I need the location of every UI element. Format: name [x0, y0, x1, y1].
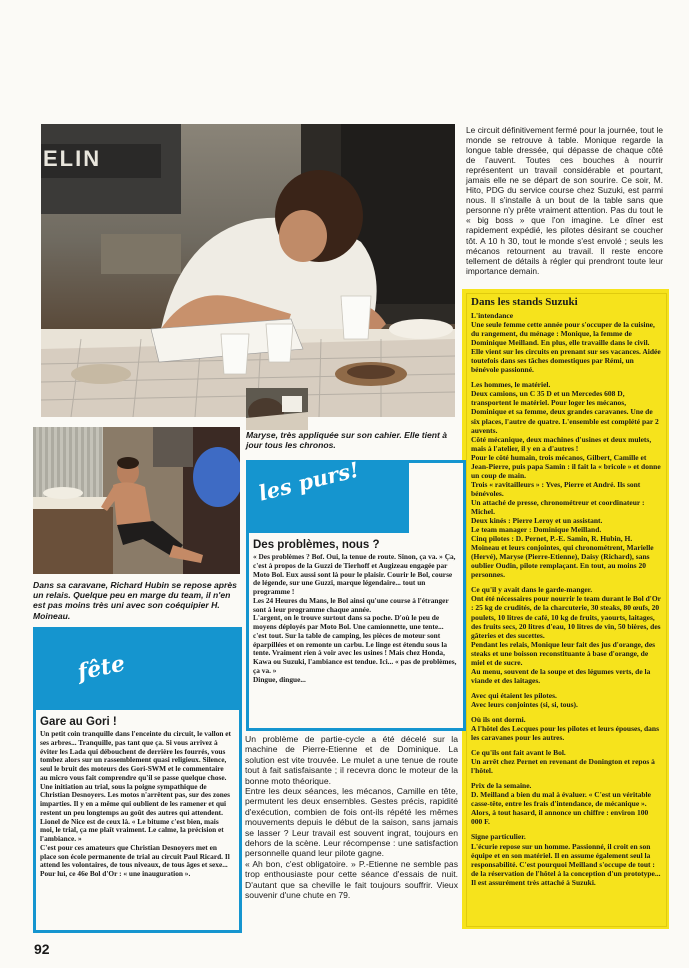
purs-paragraph: « Des problèmes ? Bof. Oui, la tenue de route. Sinon, ça va. » Ça, c'est à propos de la Guzzi de Tierhoff et Augizeau engagée par Moto Bol. Eux aussi sont là pour le plaisir. Courir le Bol, course de légende, sur une Guzzi, marque légendaire... tout un programme ! [253, 552, 456, 596]
suzuki-block-text: Trois « ravitailleurs » : Yves, Pierre et André. Ils sont bénévoles. [471, 479, 641, 498]
suzuki-block-heading: Avec qui étaient les pilotes. [471, 690, 557, 700]
suzuki-block-text: Pour le côté humain, trois mécanos, Gilbert, Camille et Jean-Pierre, puis papa Samin : il fait la « bricole » et donne un coup de main. [471, 452, 661, 480]
main-photo [41, 124, 455, 417]
fete-body [40, 730, 233, 879]
page-number: 92 [34, 941, 50, 957]
suzuki-block-heading: Signe particulier. [471, 832, 526, 842]
suzuki-block-heading: Ce qu'il y avait dans le garde-manger. [471, 585, 593, 595]
suzuki-box-title: Dans les stands Suzuki [471, 296, 578, 308]
fete-title: Gare au Gori ! [40, 716, 117, 728]
mid-text [245, 734, 458, 901]
fete-box [33, 627, 242, 933]
suzuki-block-heading: Prix de la semaine. [471, 781, 532, 791]
mid-paragraph: « Ah bon, c'est obligatoire. » P.-Etienne ne semble pas trop enthousiaste pour cette séance d'essais de nuit. D'autant que sa cheville le fait toujours souffrir. Vieux souvenir d'une chute en 79. [245, 858, 458, 901]
purs-box [246, 456, 466, 731]
center-photo [246, 388, 308, 430]
intro-text [466, 125, 663, 276]
suzuki-block-text: Un arrêt chez Pernet en revenant de Donington et repos à l'hôtel. [471, 757, 655, 776]
fete-banner [36, 630, 239, 710]
hubin-photo-scene [33, 427, 240, 574]
main-photo-scene [41, 124, 455, 417]
suzuki-box-body [471, 311, 661, 887]
suzuki-block-text: Ont été nécessaires pour nourrir le team durant le Bol d'Or : 25 kg de crudités, de la charcuterie, 30 steaks, 80 œufs, 20 poulets, 10 litres de café, 10 kg de fruits, yaourts, laitages, des fruits secs, 20 litres d'eau, 10 litres de vin, 50 bières, des gâteries et des sucettes. [471, 594, 661, 640]
purs-banner-text: les purs! [255, 456, 362, 506]
purs-paragraph: L'argent, on le trouve surtout dans sa poche. D'où le peu de moyens déployés par Moto Bol. Une camionnette, une tente... c'est tout. Sur la table de camping, les pièces de moteur sont éparpillées et on remonte un carbu. Le linge est étendu sous la tente. Vraiment rien à voir avec les usines ! Mais chez Honda, Kawa ou Suzuki, l'ambiance est tendue. Ici... « pas de problèmes, ça va. » [253, 613, 457, 675]
mid-paragraph: Entre les deux séances, les mécanos, Camille en tête, permutent les deux ensembles. Gestes précis, rapidité d'exécution, combien de fois ont-ils répété les mêmes mouvements depuis le début de la saison, sans jamais se lasser ? Leur travail est souvent ingrat, toujours en dehors de la scène. Leur récompense : une satisfaction personnelle quand leur pilote gagne. [245, 786, 458, 859]
suzuki-block-text: D. Meilland a bien du mal à évaluer. « C'est un véritable casse-tête, entre les frais d'intendance, de mécanique ». Alors, à tout hasard, il annonce un chiffre : environ 100 000 F. [471, 790, 651, 827]
main-photo-sign-text: ELIN [43, 146, 102, 171]
suzuki-block-text: Avec leurs conjointes (si, si, tous). [471, 699, 578, 709]
intro-paragraph: Le circuit définitivement fermé pour la journée, tout le monde se retrouve à table. Monique regarde la longue table dressée, qui dépasse de chaque côté de l'auvent. Toutes ces bouches à nourrir représentent un travail considérable et pourtant, jamais elle ne se départ de son sourire. Ce soir, M. Hito, PDG du service course chez Suzuki, est parmi nous. Il s'installe à un bout de la table sans que personne n'y prête vraiment attention. Pas du tout le « big boss » que l'on imagine. Le dîner est rapidement expédié, les pilotes désirant se coucher tôt. A 10 h 30, tout le monde s'est envolé ; seuls les mécanos retournent au travail. Il reste encore tellement de détails à régler qui prendront toute leur importance demain. [466, 125, 663, 276]
suzuki-block-heading: Ce qu'ils ont fait avant le Bol. [471, 748, 566, 758]
suzuki-block-text: A l'hôtel des Lecques pour les pilotes et leurs épouses, dans les caravanes pour les autres. [471, 724, 660, 743]
suzuki-block-text: Une seule femme cette année pour s'occuper de la cuisine, du rangement, du ménage : Monique, la femme de Dominique Meilland. En plus, elle travaille dans le civil. Elle vient sur les circuits en prenant sur ses vacances. Aidée toutefois dans ses tâches domestiques par Rémi, un bénévole passionné. [471, 320, 661, 375]
purs-body [253, 553, 458, 684]
mid-paragraph: Un problème de partie-cycle a été décelé sur la machine de Pierre-Etienne et de Dominique. La solution est vite trouvée. Le mulet a une tenue de route tout à fait satisfaisante ; il recevra donc le moteur de la bonne moto théorique. [245, 734, 458, 786]
suzuki-box [462, 289, 669, 929]
purs-title: Des problèmes, nous ? [253, 539, 380, 551]
suzuki-block-text: Deux kinés : Pierre Leroy et un assistant. [471, 516, 603, 526]
suzuki-block-text: L'écurie repose sur un homme. Passionné, il croit en son équipe et en son matériel. Il en assume également seul la responsabilité. C'est pourquoi Meilland s'occupe de tout : de la réservation de l'hôtel à la conception d'un prototype... Il est assurément très attaché à Suzuki. [471, 841, 661, 887]
purs-paragraph: Les 24 Heures du Mans, le Bol ainsi qu'une course à l'étranger sont à leur programme chaque année. [253, 595, 449, 614]
suzuki-block-text: Côté mécanique, deux machines d'usines et deux mulets, mais à l'atelier, il y en a d'autres ! [471, 434, 652, 453]
suzuki-block-text: Le team manager : Dominique Meilland. [471, 525, 602, 535]
suzuki-block-heading: L'intendance [471, 311, 514, 320]
fete-paragraph: Un petit coin tranquille dans l'enceinte du circuit, le vallon et ses arbres... Tranquille, pas tant que ça. Si vous arrivez à éviter les Lada qui débouchent de derrière les fourrés, vous tombez alors sur un rassemblement quasi religieux. Silence, seul le bruit des moteurs des Gori-SWM et le commentaire au micro vous fait comprendre qu'il se passe quelque chose. Une initiation au trial, sous la poigne sympathique de Christian Desnoyers. Les motos n'arrêtent pas, sur des zones imparties. Il y en a même qui oublient de les ramener et qui restent un peu longtemps au goût des autres qui attendent. Lionel de Nice est de ceux là. « Le bitume c'est bien, mais moi, le trial, ça me plaît vraiment. Le calme, la précision et l'ambiance. » [40, 729, 232, 843]
suzuki-block-heading: Où ils ont dormi. [471, 714, 526, 724]
suzuki-block-text: Cinq pilotes : D. Pernet, P.-E. Samin, R. Hubin, H. Moineau et leurs conjointes, qui chronométrent, Marielle (Hervé), Maryse (Pierre-Etienne), Daisy (Richard), sans oublier Oudin, pilote remplaçant. En tout, au moins 20 personnes. [471, 534, 654, 580]
hubin-photo [33, 427, 240, 574]
suzuki-block-text: Deux camions, un C 35 D et un Mercedes 608 D, transportent le matériel. Pour loger les mécanos, Dominique et sa femme, deux grandes caravanes. Une de six places, l'autre de quatre. L'ensemble est complété par 2 auvents. [471, 389, 659, 435]
caption-hubin: Dans sa caravane, Richard Hubin se repose après un relais. Quelque peu en marge du team, il n'en est pas moins très uni avec son coéquipier H. Moineau. [33, 580, 237, 621]
purs-paragraph: Dingue, dingue... [253, 674, 306, 684]
suzuki-block-heading: Les hommes, le matériel. [471, 380, 551, 390]
suzuki-block-text: Pendant les relais, Monique leur fait des jus d'orange, des steaks et une boisson reconstituante à base d'orange, de miel et de sucre. [471, 639, 656, 667]
suzuki-block-text: Un attaché de presse, chronométreur et coordinateur : Michel. [471, 497, 645, 516]
suzuki-block-text: Au menu, souvent de la soupe et des légumes verts, de la viande et des laitages. [471, 666, 651, 685]
fete-paragraph: C'est pour ces amateurs que Christian Desnoyers met en place son école permanente de trial au circuit Paul Ricard. Il attend les volontaires, de tous niveaux, de tous âges et sexe... Pour lui, ce 46e Bol d'Or : « une inauguration ». [40, 842, 230, 878]
caption-maryse: Maryse, très appliquée sur son cahier. Elle tient à jour tous les chronos. [246, 430, 448, 451]
fete-banner-text: fête [75, 650, 128, 686]
center-photo-scene [246, 388, 308, 430]
